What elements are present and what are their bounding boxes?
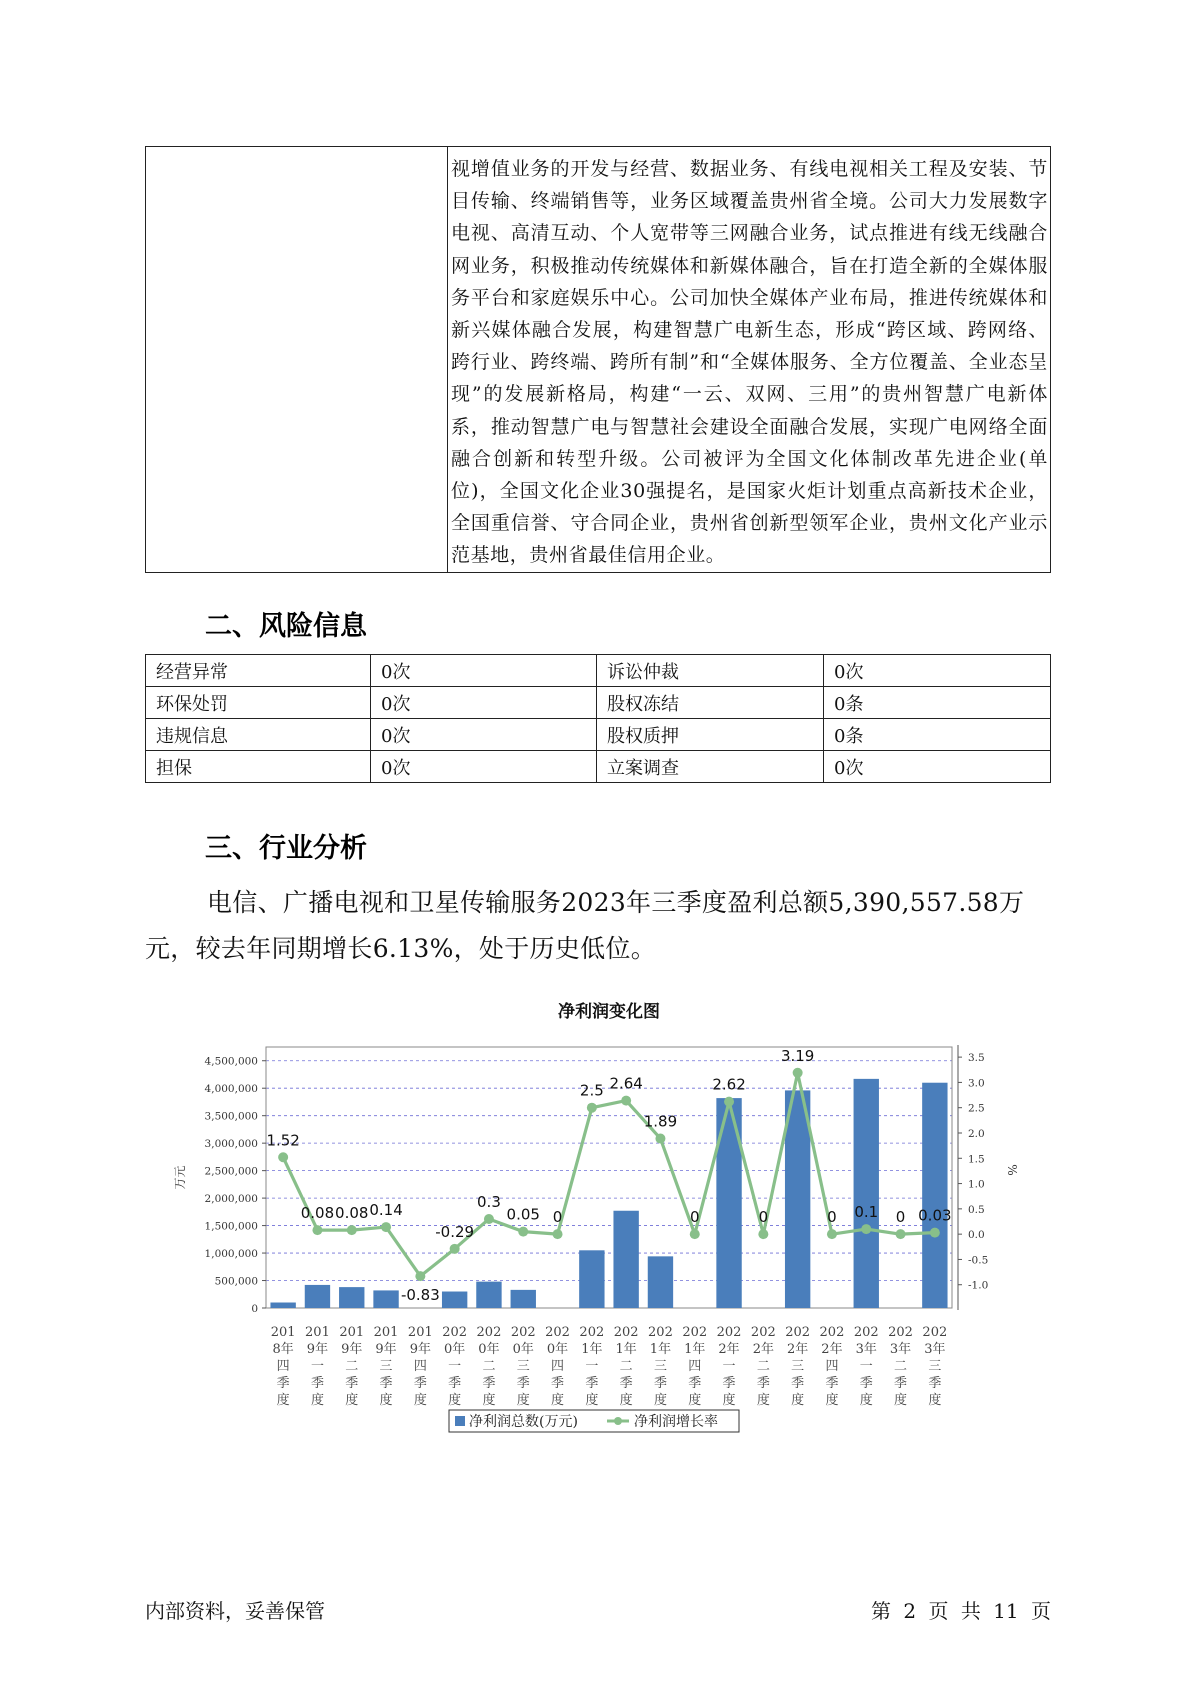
legend-swatch-bar: [455, 1416, 465, 1426]
industry-paragraph: 电信、广播电视和卫星传输服务2023年三季度盈利总额5,390,557.58万元，较去年同期增长6.13%，处于历史低位。: [145, 888, 1025, 963]
x-tick-label: 202: [682, 1325, 708, 1340]
risk-key: 经营异常: [146, 655, 371, 687]
risk-heading: 二、风险信息: [205, 611, 367, 642]
x-tick-label: 度: [585, 1393, 599, 1408]
bar-net-profit: [922, 1083, 947, 1308]
risk-value: 0条: [824, 719, 1051, 751]
x-tick-label: 度: [859, 1393, 873, 1408]
x-tick-label: 度: [825, 1393, 839, 1408]
x-tick-label: 201: [339, 1325, 365, 1340]
growth-rate-line: [283, 1073, 935, 1276]
risk-value: 0次: [371, 719, 597, 751]
risk-row: [146, 719, 1051, 751]
growth-rate-data-label: 0: [689, 1208, 700, 1227]
risk-table: [145, 654, 1051, 783]
bar-net-profit: [476, 1282, 501, 1308]
y-tick-label: 4,500,000: [204, 1055, 258, 1068]
x-tick-label: 度: [619, 1393, 633, 1408]
growth-rate-point: [896, 1229, 906, 1239]
x-tick-label: 1年: [615, 1342, 637, 1357]
legend-label-line: 净利润增长率: [634, 1414, 718, 1430]
growth-rate-data-label: 0: [895, 1208, 906, 1227]
growth-rate-data-label: -0.83: [400, 1286, 440, 1305]
x-tick-label: 季: [516, 1376, 530, 1391]
x-tick-label: 季: [928, 1376, 942, 1391]
x-tick-label: 三: [928, 1359, 942, 1374]
risk-key: 担保: [146, 751, 371, 783]
legend-swatch-marker: [614, 1417, 622, 1425]
x-tick-label: 度: [756, 1393, 770, 1408]
y2-tick-label: -0.5: [968, 1254, 989, 1267]
x-tick-label: 度: [345, 1393, 359, 1408]
industry-heading: 三、行业分析: [205, 833, 367, 864]
x-tick-label: 季: [791, 1376, 805, 1391]
growth-rate-data-label: 0.08: [335, 1204, 369, 1223]
x-tick-label: 二: [619, 1359, 633, 1374]
risk-key: 立案调查: [597, 751, 824, 783]
growth-rate-data-label: 0.14: [369, 1201, 403, 1220]
x-tick-label: 201: [407, 1325, 433, 1340]
bar-net-profit: [373, 1290, 398, 1308]
growth-rate-point: [690, 1229, 700, 1239]
risk-key: 诉讼仲裁: [597, 655, 824, 687]
growth-rate-data-label: -0.29: [435, 1222, 475, 1241]
risk-row: [146, 751, 1051, 783]
x-tick-label: 二: [756, 1359, 770, 1374]
x-tick-label: 202: [648, 1325, 673, 1340]
growth-rate-point: [278, 1152, 288, 1162]
x-tick-label: 季: [448, 1376, 462, 1391]
y2-tick-label: 2.0: [968, 1127, 985, 1140]
growth-rate-point: [587, 1103, 597, 1113]
growth-rate-point: [758, 1229, 768, 1239]
x-tick-label: 202: [888, 1325, 913, 1340]
bar-net-profit: [339, 1287, 364, 1308]
legend-label-bar: 净利润总数(万元): [469, 1414, 578, 1430]
growth-rate-point: [312, 1225, 322, 1235]
y-tick-label: 500,000: [214, 1275, 258, 1288]
y-tick-label: 4,000,000: [204, 1083, 258, 1096]
x-tick-label: 季: [722, 1376, 736, 1391]
x-tick-label: 季: [688, 1376, 702, 1391]
footer-page-number: 第 2 页 共 11 页: [871, 1599, 1051, 1623]
x-tick-label: 季: [379, 1376, 393, 1391]
x-tick-label: 202: [716, 1325, 742, 1340]
y2-tick-label: 0.5: [968, 1203, 985, 1216]
x-tick-label: 度: [722, 1393, 736, 1408]
risk-key: 股权冻结: [597, 687, 824, 719]
x-tick-label: 季: [653, 1376, 667, 1391]
growth-rate-data-label: 2.62: [712, 1075, 746, 1094]
x-tick-label: 四: [276, 1359, 290, 1374]
x-tick-label: 0年: [478, 1342, 500, 1357]
bar-net-profit: [305, 1285, 330, 1308]
x-tick-label: 202: [785, 1325, 811, 1340]
growth-rate-point: [655, 1134, 665, 1144]
growth-rate-data-label: 0.3: [477, 1192, 501, 1211]
growth-rate-point: [347, 1225, 357, 1235]
x-tick-label: 度: [928, 1393, 942, 1408]
x-tick-label: 9年: [306, 1342, 329, 1357]
x-tick-label: 202: [613, 1325, 639, 1340]
x-tick-label: 度: [276, 1393, 290, 1408]
x-tick-label: 度: [551, 1393, 565, 1408]
x-tick-label: 0年: [546, 1342, 569, 1357]
y2-axis-label: %: [1005, 1164, 1019, 1176]
growth-rate-point: [415, 1271, 425, 1281]
x-tick-label: 一: [585, 1359, 599, 1374]
growth-rate-data-label: 0.03: [918, 1206, 952, 1225]
bar-net-profit: [579, 1250, 604, 1308]
y2-tick-label: -1.0: [968, 1279, 989, 1292]
x-tick-label: 2年: [752, 1342, 774, 1357]
bar-net-profit: [442, 1292, 467, 1308]
y2-tick-label: 1.0: [968, 1178, 985, 1191]
growth-rate-point: [827, 1229, 837, 1239]
y-tick-label: 1,000,000: [204, 1248, 258, 1261]
net-profit-chart: [160, 995, 1040, 1445]
x-tick-label: 9年: [409, 1342, 431, 1357]
x-tick-label: 度: [791, 1393, 805, 1408]
x-tick-label: 度: [894, 1393, 908, 1408]
bar-net-profit: [511, 1290, 536, 1308]
y-tick-label: 3,000,000: [204, 1138, 258, 1151]
x-tick-label: 202: [476, 1325, 502, 1340]
growth-rate-data-label: 0: [758, 1208, 769, 1227]
x-tick-label: 季: [859, 1376, 873, 1391]
x-tick-label: 9年: [341, 1342, 363, 1357]
x-tick-label: 1年: [684, 1342, 706, 1357]
intro-text-cell: 视增值业务的开发与经营、数据业务、有线电视相关工程及安装、节目传输、终端销售等，业务区域覆盖贵州省全境。公司大力发展数字电视、高清互动、个人宽带等三网融合业务，试点推进有线无线融合网业务，积极推动传统媒体和新媒体融合，旨在打造全新的全媒体服务平台和家庭娱乐中心。公司加快全媒体产业布局，推进传统媒体和新兴媒体融合发展，构建智慧广电新生态，形成“跨区域、跨网络、跨行业、跨终端、跨所有制”和“全媒体服务、全方位覆盖、全业态呈现”的发展新格局，构建“一云、双网、三用”的贵州智慧广电新体系，推动智慧广电与智慧社会建设全面融合发展，实现广电网络全面融合创新和转型升级。公司被评为全国文化体制改革先进企业(单位)，全国文化企业30强提名，是国家火炬计划重点高新技术企业，全国重信誉、守合同企业，贵州省创新型领军企业，贵州文化产业示范基地，贵州省最佳信用企业。: [448, 147, 1051, 573]
x-tick-label: 3年: [924, 1342, 946, 1357]
x-tick-label: 季: [310, 1376, 324, 1391]
y-axis-label: 万元: [173, 1165, 187, 1190]
growth-rate-data-label: 0.1: [854, 1203, 879, 1222]
x-tick-label: 二: [345, 1359, 359, 1374]
x-tick-label: 四: [688, 1359, 702, 1374]
x-tick-label: 二: [894, 1359, 908, 1374]
x-tick-label: 2年: [718, 1342, 740, 1357]
risk-key: 股权质押: [597, 719, 824, 751]
x-tick-label: 一: [859, 1359, 873, 1374]
x-tick-label: 度: [379, 1393, 393, 1408]
x-tick-label: 度: [448, 1393, 462, 1408]
growth-rate-point: [484, 1214, 494, 1224]
y2-tick-label: 3.0: [968, 1077, 985, 1090]
x-tick-label: 度: [413, 1393, 427, 1408]
risk-value: 0次: [824, 655, 1051, 687]
risk-value: 0条: [824, 687, 1051, 719]
growth-rate-point: [381, 1222, 391, 1232]
y-tick-label: 2,000,000: [204, 1193, 258, 1206]
bar-net-profit: [648, 1256, 673, 1308]
x-tick-label: 一: [722, 1359, 736, 1374]
x-tick-label: 季: [756, 1376, 770, 1391]
x-tick-label: 三: [379, 1359, 393, 1374]
y-tick-label: 0: [251, 1303, 258, 1315]
growth-rate-point: [450, 1244, 460, 1254]
growth-rate-data-label: 0: [827, 1208, 837, 1227]
x-tick-label: 度: [310, 1393, 324, 1408]
y2-tick-label: 3.5: [968, 1052, 985, 1065]
x-tick-label: 季: [413, 1376, 427, 1391]
bar-net-profit: [854, 1079, 879, 1308]
growth-rate-data-label: 1.52: [266, 1131, 300, 1150]
x-tick-label: 202: [819, 1325, 845, 1340]
x-tick-label: 三: [516, 1359, 530, 1374]
bar-net-profit: [785, 1090, 810, 1308]
x-tick-label: 202: [545, 1325, 570, 1340]
x-tick-label: 202: [922, 1325, 948, 1340]
x-tick-label: 季: [825, 1376, 839, 1391]
x-tick-label: 1年: [581, 1342, 603, 1357]
x-tick-label: 3年: [889, 1342, 912, 1357]
x-tick-label: 一: [448, 1359, 462, 1374]
growth-rate-data-label: 2.5: [579, 1081, 604, 1100]
x-tick-label: 8年: [272, 1342, 294, 1357]
growth-rate-data-label: 0.05: [506, 1205, 540, 1224]
x-tick-label: 201: [305, 1325, 330, 1340]
growth-rate-point: [621, 1096, 631, 1106]
x-tick-label: 一: [310, 1359, 324, 1374]
y-tick-label: 3,500,000: [204, 1110, 258, 1123]
x-tick-label: 季: [585, 1376, 599, 1391]
x-tick-label: 季: [276, 1376, 290, 1391]
x-tick-label: 三: [653, 1359, 667, 1374]
x-tick-label: 3年: [855, 1342, 877, 1357]
x-tick-label: 度: [688, 1393, 702, 1408]
risk-value: 0次: [371, 655, 597, 687]
intro-label-cell: [146, 147, 448, 573]
growth-rate-point: [518, 1227, 528, 1237]
growth-rate-data-label: 0: [552, 1208, 563, 1227]
risk-row: [146, 655, 1051, 687]
x-tick-label: 202: [579, 1325, 605, 1340]
x-tick-label: 度: [516, 1393, 530, 1408]
x-tick-label: 季: [345, 1376, 359, 1391]
y-tick-label: 2,500,000: [204, 1165, 258, 1178]
x-tick-label: 201: [270, 1325, 296, 1340]
x-tick-label: 四: [413, 1359, 427, 1374]
x-tick-label: 0年: [444, 1342, 466, 1357]
x-tick-label: 四: [551, 1359, 565, 1374]
y2-tick-label: 1.5: [968, 1153, 985, 1166]
bar-net-profit: [613, 1211, 638, 1308]
y2-tick-label: 0.0: [968, 1229, 985, 1242]
bar-net-profit: [270, 1303, 295, 1308]
chart-title: 净利润变化图: [558, 1002, 660, 1022]
footer-confidential: 内部资料，妥善保管: [145, 1599, 325, 1623]
x-tick-label: 四: [825, 1359, 839, 1374]
x-tick-label: 202: [853, 1325, 879, 1340]
growth-rate-point: [861, 1224, 871, 1234]
x-tick-label: 202: [442, 1325, 468, 1340]
x-tick-label: 季: [894, 1376, 908, 1391]
x-tick-label: 度: [482, 1393, 496, 1408]
company-intro-table: [145, 146, 1051, 573]
x-tick-label: 202: [750, 1325, 776, 1340]
x-tick-label: 2年: [821, 1342, 843, 1357]
y-tick-label: 1,500,000: [204, 1220, 258, 1233]
x-tick-label: 0年: [512, 1342, 534, 1357]
risk-key: 环保处罚: [146, 687, 371, 719]
x-tick-label: 季: [619, 1376, 633, 1391]
x-tick-label: 1年: [649, 1342, 672, 1357]
x-tick-label: 度: [653, 1393, 667, 1408]
growth-rate-data-label: 0.08: [300, 1204, 335, 1223]
growth-rate-data-label: 2.64: [609, 1074, 643, 1093]
growth-rate-point: [724, 1097, 734, 1107]
x-tick-label: 201: [373, 1325, 399, 1340]
risk-value: 0次: [371, 751, 597, 783]
x-tick-label: 二: [482, 1359, 496, 1374]
x-tick-label: 202: [510, 1325, 536, 1340]
x-tick-label: 季: [551, 1376, 565, 1391]
x-tick-label: 2年: [787, 1342, 809, 1357]
x-tick-label: 9年: [375, 1342, 397, 1357]
growth-rate-point: [553, 1229, 563, 1239]
growth-rate-data-label: 1.89: [643, 1112, 678, 1131]
x-tick-label: 三: [791, 1359, 805, 1374]
x-tick-label: 季: [482, 1376, 496, 1391]
risk-value: 0次: [371, 687, 597, 719]
growth-rate-point: [930, 1228, 940, 1238]
growth-rate-point: [793, 1068, 803, 1078]
y2-tick-label: 2.5: [968, 1102, 985, 1115]
risk-value: 0次: [824, 751, 1051, 783]
risk-row: [146, 687, 1051, 719]
growth-rate-data-label: 3.19: [780, 1046, 815, 1065]
risk-key: 违规信息: [146, 719, 371, 751]
